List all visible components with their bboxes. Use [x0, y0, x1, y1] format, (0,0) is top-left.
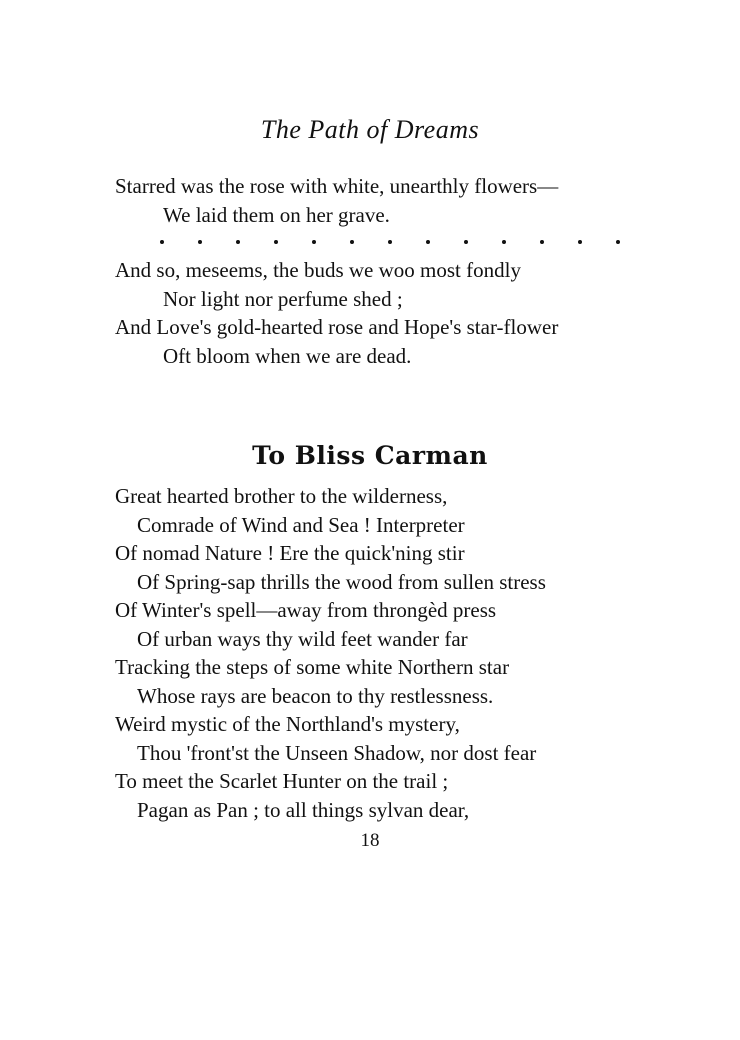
- page-number: 18: [360, 830, 380, 851]
- ellipsis-dot: [274, 240, 278, 244]
- stanza-one: [115, 172, 558, 229]
- verse-line: Comrade of Wind and Sea ! Interpreter: [137, 512, 465, 537]
- verse-line: Tracking the steps of some white Northern star: [115, 655, 510, 679]
- ellipsis-dot: [312, 240, 316, 244]
- verse-line: Of urban ways thy wild feet wander far: [137, 626, 468, 651]
- ellipsis-dot: [540, 240, 544, 244]
- sonnet-body: [115, 482, 546, 824]
- ellipsis-dot: [502, 240, 506, 244]
- ellipsis-dot: [464, 240, 468, 244]
- ellipsis-dot: [160, 240, 164, 244]
- verse-line: Weird mystic of the Northland's mystery,: [115, 712, 460, 736]
- verse-line: Of Spring-sap thrills the wood from sullen stress: [137, 569, 546, 594]
- verse-line: We laid them on her grave.: [163, 202, 390, 227]
- verse-line: And Love's gold-hearted rose and Hope's star-flower: [115, 315, 559, 339]
- section-break-dots: [160, 232, 620, 252]
- ellipsis-dot: [350, 240, 354, 244]
- ellipsis-dot: [388, 240, 392, 244]
- verse-line: Starred was the rose with white, unearthly flowers—: [115, 174, 559, 198]
- verse-line: Great hearted brother to the wilderness,: [115, 484, 448, 508]
- ellipsis-dot: [236, 240, 240, 244]
- ellipsis-dot: [426, 240, 430, 244]
- verse-line: Whose rays are beacon to thy restlessness.: [137, 683, 494, 708]
- verse-line: Oft bloom when we are dead.: [163, 343, 412, 368]
- verse-line: Of Winter's spell—away from throngèd press: [115, 598, 497, 622]
- verse-line: Thou 'front'st the Unseen Shadow, nor dost fear: [137, 740, 537, 765]
- verse-line: Nor light nor perfume shed ;: [163, 286, 403, 311]
- stanza-two: [115, 256, 558, 370]
- verse-line: And so, meseems, the buds we woo most fondly: [115, 258, 521, 282]
- ellipsis-dot: [616, 240, 620, 244]
- poem-title: To Bliss Carman: [252, 441, 488, 470]
- ellipsis-dot: [198, 240, 202, 244]
- verse-line: Pagan as Pan ; to all things sylvan dear,: [137, 797, 470, 822]
- verse-line: To meet the Scarlet Hunter on the trail ;: [115, 769, 449, 793]
- ellipsis-dot: [578, 240, 582, 244]
- verse-line: Of nomad Nature ! Ere the quick'ning stir: [115, 541, 465, 565]
- running-head: The Path of Dreams: [260, 115, 480, 144]
